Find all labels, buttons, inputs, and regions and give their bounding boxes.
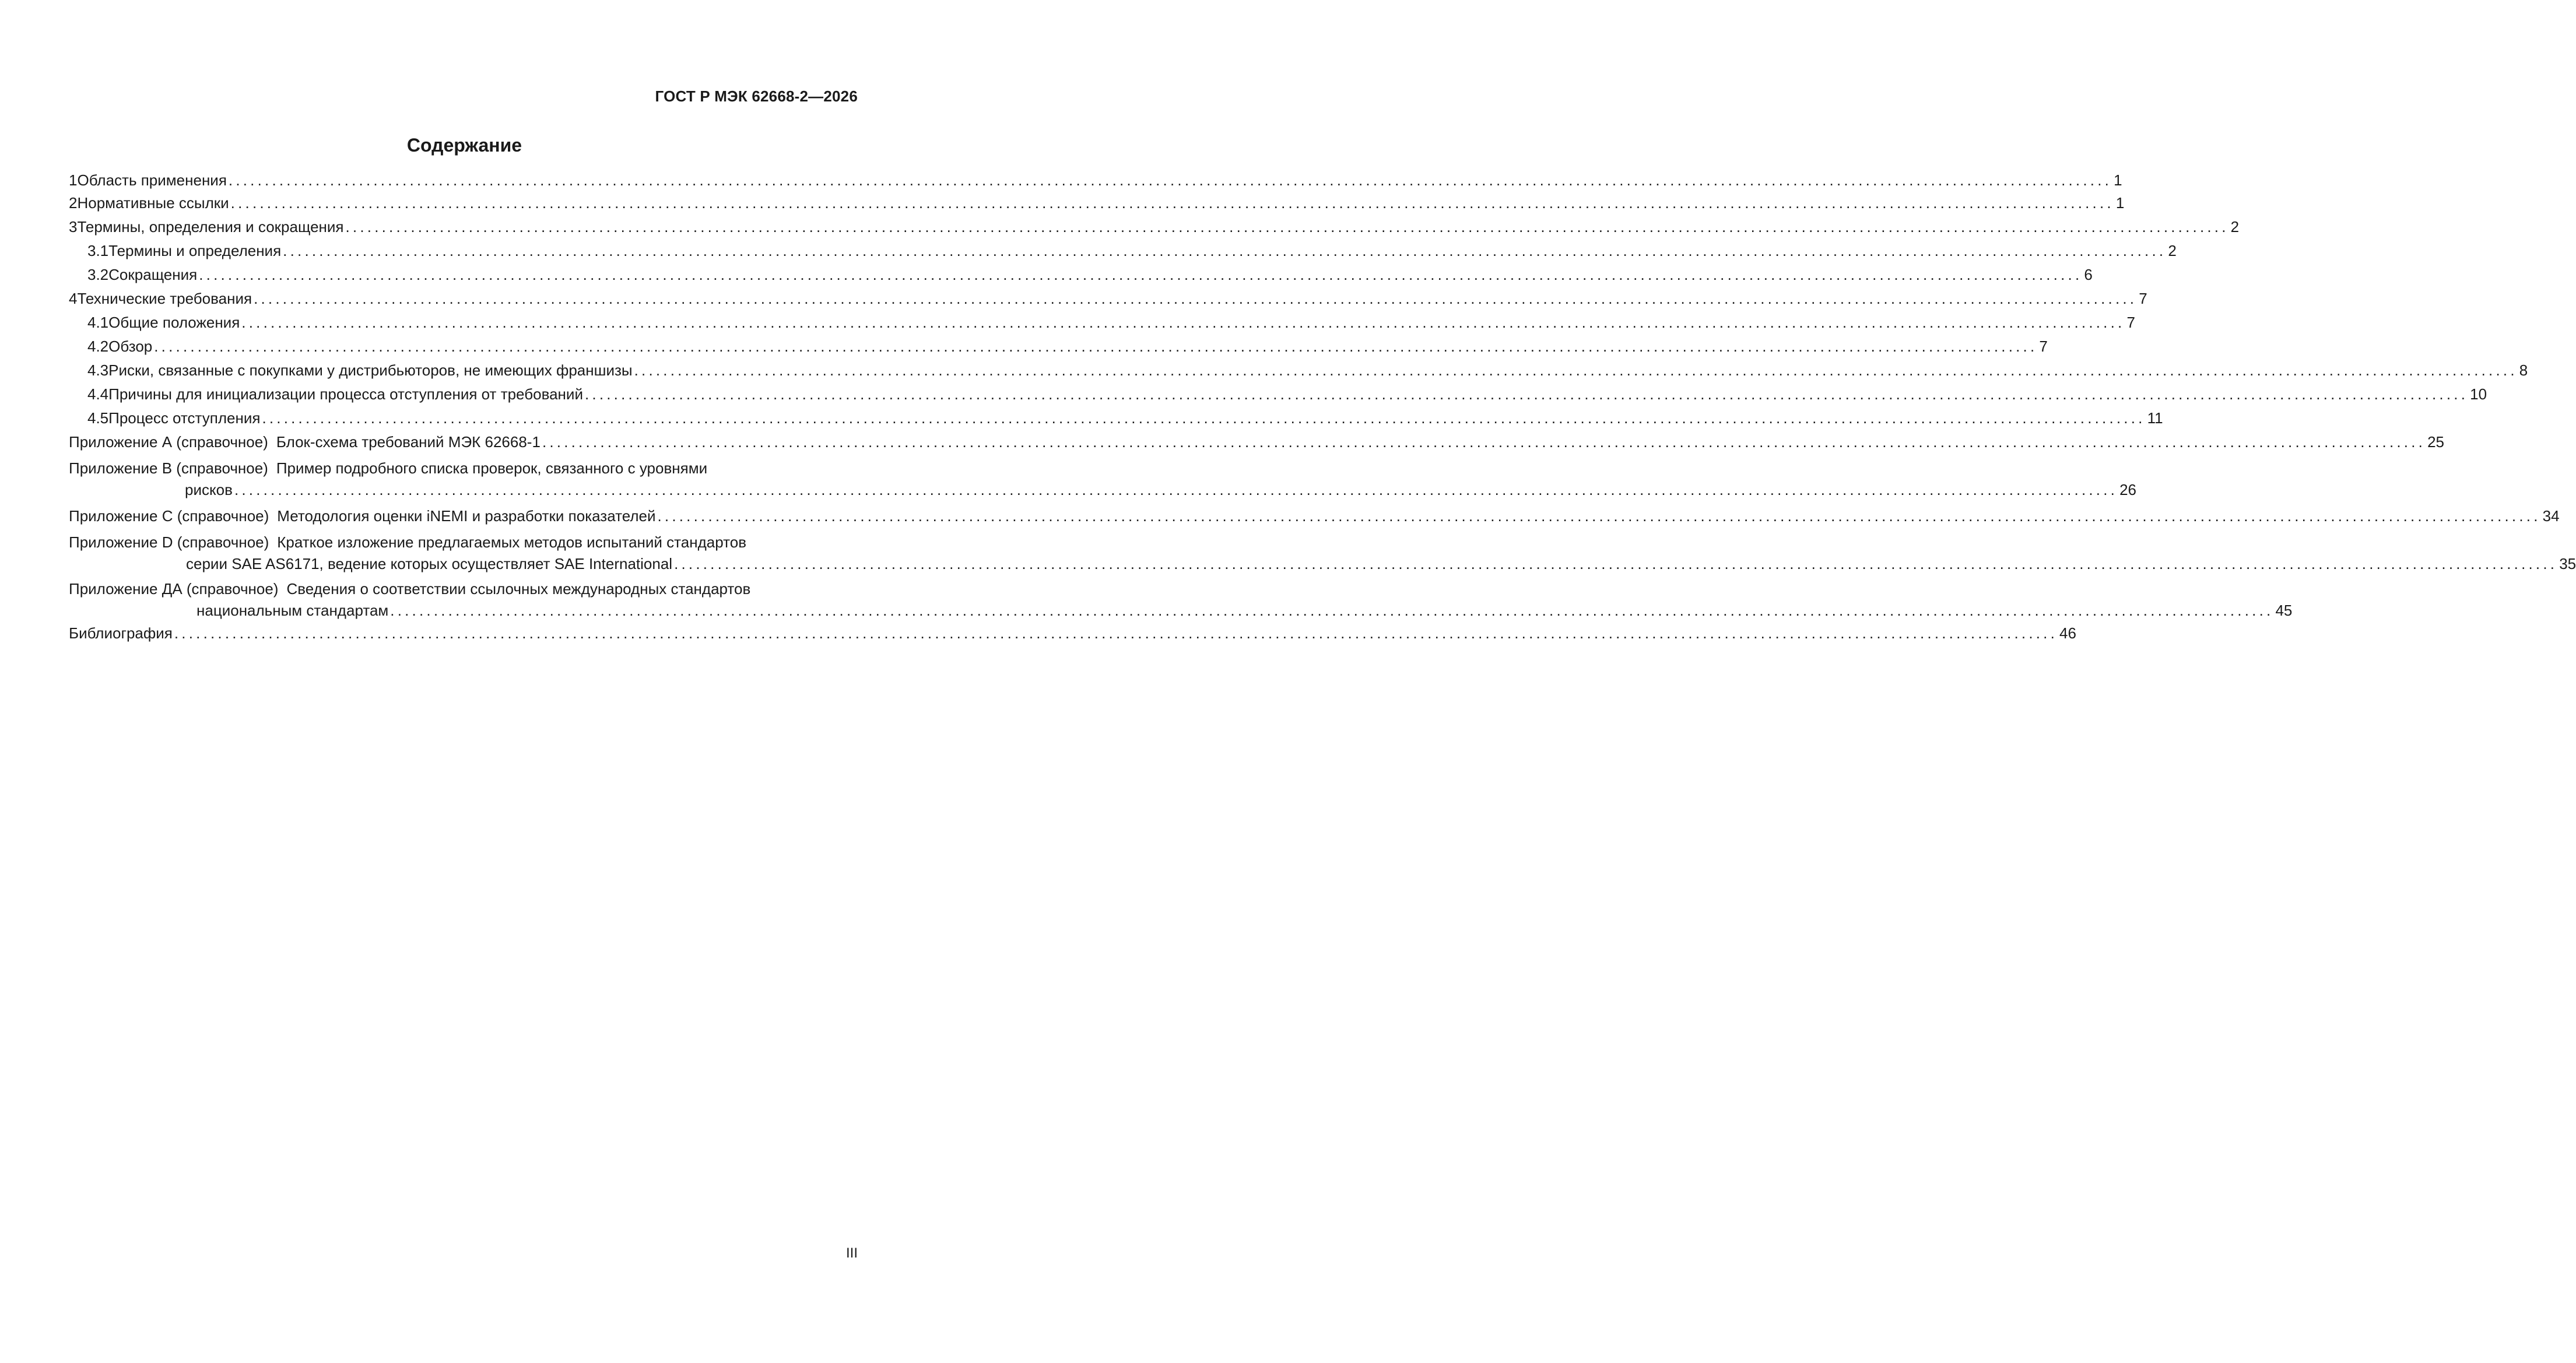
toc-entry-number: 4.4 <box>87 385 109 403</box>
dot-leader: .................................................................................................................................................................................................................................................................... <box>174 624 2058 642</box>
appendix-label: Приложение С (справочное) <box>69 507 269 525</box>
dot-leader: .................................................................................................................................................................................................................................................................... <box>228 171 2112 189</box>
appendix-label: Приложение В (справочное) <box>69 459 268 477</box>
toc-entry-title: Блок-схема требований МЭК 62668-1 <box>276 433 541 451</box>
toc-entry-appendix-b[interactable] <box>69 458 2137 501</box>
toc-entry-1[interactable] <box>69 170 2122 191</box>
toc-entry-title: Риски, связанные с покупками у дистрибьюторов, не имеющих франшизы <box>108 361 633 379</box>
dot-leader: .................................................................................................................................................................................................................................................................... <box>584 385 2469 403</box>
dot-leader: .................................................................................................................................................................................................................................................................... <box>674 555 2558 572</box>
toc-entry-page: 34 <box>2542 507 2560 525</box>
toc-entry-4-1[interactable] <box>69 311 2135 335</box>
dot-leader: .................................................................................................................................................................................................................................................................... <box>634 361 2518 379</box>
toc-entry-title: Причины для инициализации процесса отступления от требований <box>108 385 583 403</box>
appendix-label: Приложение ДА (справочное) <box>69 580 279 598</box>
dot-leader: .................................................................................................................................................................................................................................................................... <box>345 218 2229 236</box>
toc-entry-4-2[interactable] <box>69 335 2048 359</box>
toc-entry-page: 2 <box>2230 218 2240 236</box>
toc-entry-title: Пример подробного списка проверок, связанного с уровнями <box>276 459 708 477</box>
toc-entry-number: 1 <box>69 171 78 189</box>
dot-leader: .................................................................................................................................................................................................................................................................... <box>154 338 2038 355</box>
toc-entry-appendix-d[interactable] <box>69 532 2576 575</box>
toc-entry-number: 3.2 <box>87 266 109 283</box>
toc-entry-page: 25 <box>2427 433 2445 451</box>
toc-entry-number: 3 <box>69 218 78 236</box>
dot-leader: .................................................................................................................................................................................................................................................................... <box>542 433 2426 451</box>
toc-entry-3[interactable] <box>69 215 2240 239</box>
page-number: III <box>845 1245 858 1261</box>
toc-entry-title-continued: серии SAE AS6171, ведение которых осуществляет SAE International <box>186 555 673 572</box>
toc-entry-number: 3.1 <box>87 242 109 259</box>
toc-entry-2[interactable] <box>69 191 2125 215</box>
toc-entry-title: Технические требования <box>77 290 252 307</box>
toc-entry-3-2[interactable] <box>69 263 2093 287</box>
toc-entry-title: Термины, определения и сокращения <box>77 218 344 236</box>
appendix-label: Приложение D (справочное) <box>69 533 269 551</box>
table-of-contents <box>69 170 2576 645</box>
toc-entry-page: 8 <box>2519 361 2528 379</box>
toc-entry-title: Сокращения <box>108 266 198 283</box>
toc-entry-appendix-da[interactable] <box>69 578 2293 621</box>
toc-entry-page: 6 <box>2084 266 2093 283</box>
page-title: Содержание <box>406 135 522 156</box>
toc-entry-title-continued: национальным стандартам <box>196 602 389 619</box>
dot-leader: .................................................................................................................................................................................................................................................................... <box>254 290 2138 307</box>
toc-entry-4-3[interactable] <box>69 359 2528 382</box>
dot-leader: .................................................................................................................................................................................................................................................................... <box>262 409 2146 427</box>
toc-entry-title: Общие положения <box>108 314 240 331</box>
toc-entry-3-1[interactable] <box>69 239 2177 263</box>
toc-entry-title: Сведения о соответствии ссылочных международных стандартов <box>286 580 751 598</box>
toc-entry-page: 7 <box>2039 338 2048 355</box>
toc-entry-number: 4.5 <box>87 409 109 427</box>
toc-entry-title: Обзор <box>108 338 153 355</box>
toc-entry-page: 35 <box>2559 555 2576 572</box>
toc-entry-page: 11 <box>2147 409 2163 427</box>
toc-entry-page: 1 <box>2115 194 2125 212</box>
toc-entry-page: 10 <box>2470 385 2487 403</box>
toc-entry-page: 7 <box>2126 314 2135 331</box>
toc-entry-title: Библиография <box>69 624 173 642</box>
toc-entry-number: 4.2 <box>87 338 109 355</box>
toc-entry-bibliography[interactable] <box>69 621 2076 645</box>
dot-leader: .................................................................................................................................................................................................................................................................... <box>241 314 2125 331</box>
dot-leader: .................................................................................................................................................................................................................................................................... <box>234 481 2118 498</box>
dot-leader: .................................................................................................................................................................................................................................................................... <box>199 266 2083 283</box>
toc-entry-page: 46 <box>2059 624 2076 642</box>
dot-leader: .................................................................................................................................................................................................................................................................... <box>283 242 2167 259</box>
toc-entry-4-4[interactable] <box>69 382 2487 406</box>
dot-leader: .................................................................................................................................................................................................................................................................... <box>390 602 2274 619</box>
toc-entry-number: 2 <box>69 194 78 212</box>
toc-entry-page: 26 <box>2119 481 2137 498</box>
dot-leader: .................................................................................................................................................................................................................................................................... <box>230 194 2114 212</box>
toc-entry-title: Краткое изложение предлагаемых методов испытаний стандартов <box>277 533 747 551</box>
toc-entry-number: 4.3 <box>87 361 109 379</box>
toc-entry-page: 45 <box>2275 602 2293 619</box>
toc-entry-title: Термины и определения <box>108 242 282 259</box>
toc-entry-4-5[interactable] <box>69 406 2163 430</box>
toc-entry-page: 2 <box>2168 242 2177 259</box>
appendix-label: Приложение А (справочное) <box>69 433 268 451</box>
dot-leader: .................................................................................................................................................................................................................................................................... <box>657 507 2541 525</box>
toc-entry-number: 4 <box>69 290 78 307</box>
toc-entry-title: Процесс отступления <box>108 409 261 427</box>
toc-entry-number: 4.1 <box>87 314 109 331</box>
toc-entry-title: Нормативные ссылки <box>77 194 229 212</box>
toc-entry-appendix-c[interactable] <box>69 504 2560 528</box>
toc-entry-title-continued: рисков <box>185 481 233 498</box>
toc-entry-page: 1 <box>2114 171 2122 189</box>
toc-entry-page: 7 <box>2139 290 2147 307</box>
document-code: ГОСТ Р МЭК 62668-2—2026 <box>655 87 858 105</box>
toc-entry-4[interactable] <box>69 287 2147 311</box>
toc-entry-appendix-a[interactable] <box>69 430 2445 454</box>
toc-entry-title: Методология оценки iNEMI и разработки показателей <box>277 507 656 525</box>
toc-entry-title: Область применения <box>77 171 227 189</box>
